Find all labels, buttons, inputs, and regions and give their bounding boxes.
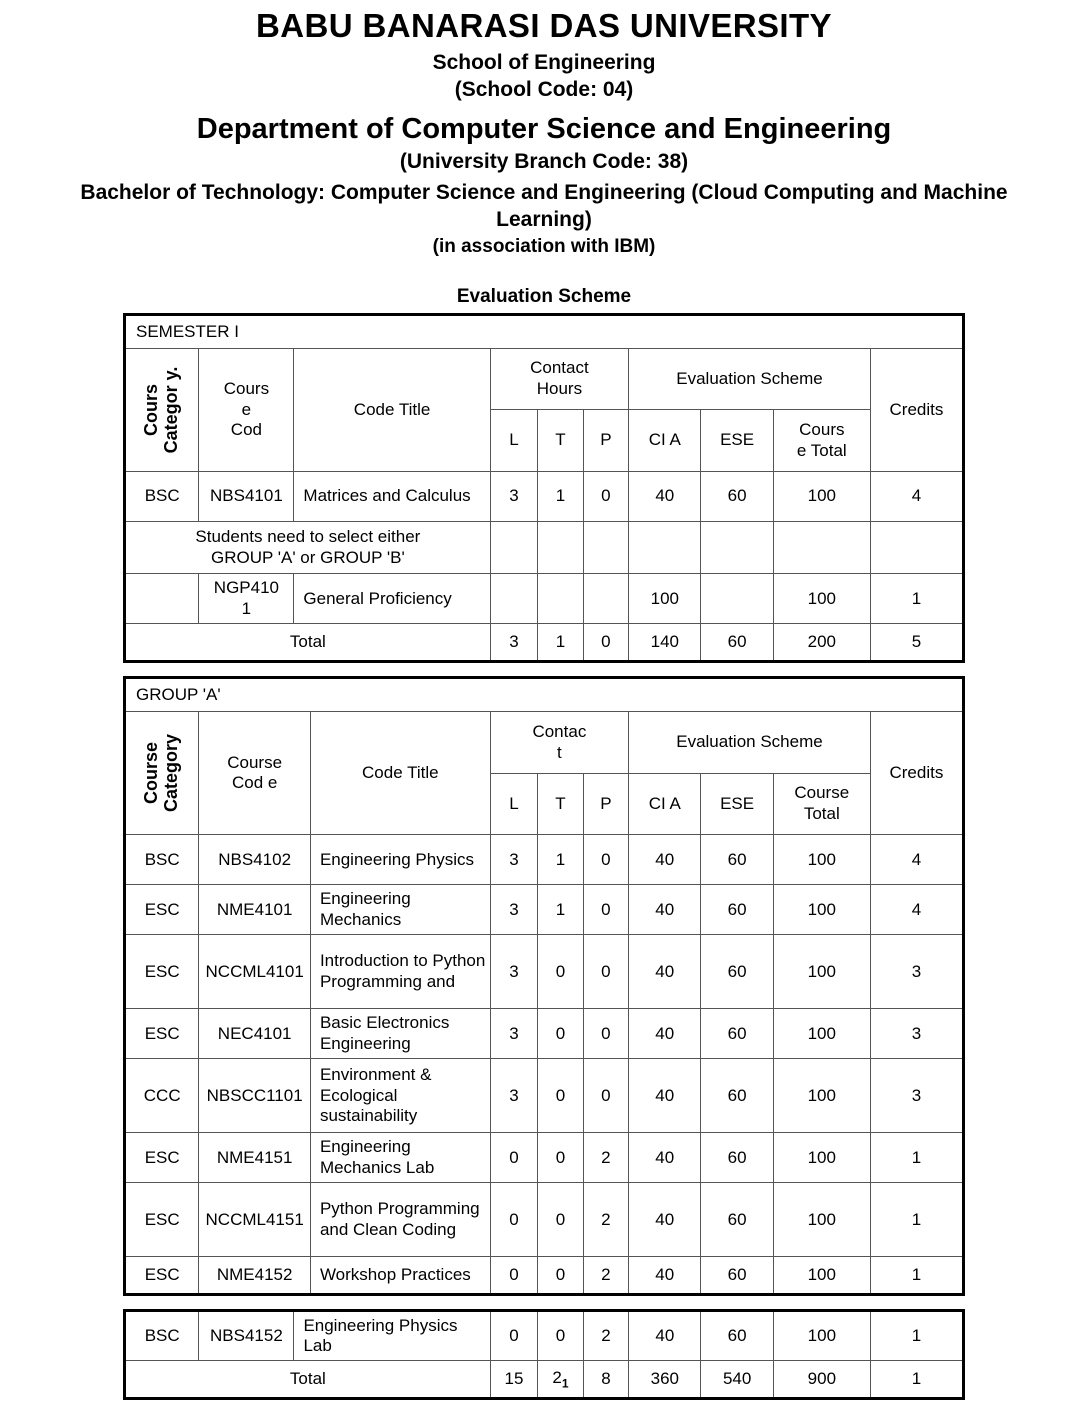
group-a-bar-row bbox=[125, 678, 964, 712]
cell-p: 2 bbox=[583, 1183, 628, 1257]
cell-p: 2 bbox=[583, 1311, 628, 1361]
cell-credits: 1 bbox=[870, 1133, 963, 1183]
cell-category: ESC bbox=[125, 885, 199, 935]
cell-title: Engineering Mechanics bbox=[310, 885, 490, 935]
cell-credits-empty bbox=[870, 521, 963, 573]
table-row bbox=[125, 885, 964, 935]
table-row bbox=[125, 1257, 964, 1295]
cell-t: 1 bbox=[538, 885, 583, 935]
school-name: School of Engineering bbox=[432, 50, 656, 74]
table-row bbox=[125, 1183, 964, 1257]
total-label: Total bbox=[125, 1361, 491, 1399]
school-code: (School Code: 04) bbox=[454, 78, 634, 102]
table-row bbox=[125, 574, 964, 624]
table-row bbox=[125, 1059, 964, 1133]
table-spacer bbox=[0, 663, 1088, 676]
col-cia: CI A bbox=[629, 773, 701, 835]
cell-title: Workshop Practices bbox=[310, 1257, 490, 1295]
table-row bbox=[125, 471, 964, 521]
cell-cia: 40 bbox=[629, 1059, 701, 1133]
col-ese: ESE bbox=[701, 410, 773, 472]
cell-title: Engineering Mechanics Lab bbox=[310, 1133, 490, 1183]
cell-cia: 40 bbox=[629, 935, 701, 1009]
cell-category: CCC bbox=[125, 1059, 199, 1133]
cell-cia: 100 bbox=[629, 574, 701, 624]
cell-category: ESC bbox=[125, 1257, 199, 1295]
cell-code: NCCML4151 bbox=[199, 1183, 311, 1257]
course-category-rotated-label: Cours Categor y. bbox=[141, 366, 182, 454]
cell-cia: 40 bbox=[629, 835, 701, 885]
col-course-total: Cours e Total bbox=[773, 410, 870, 472]
cell-title: Engineering Physics Lab bbox=[294, 1311, 490, 1361]
col-course-category bbox=[125, 348, 199, 471]
cell-category: ESC bbox=[125, 1009, 199, 1059]
cell-course-total: 100 bbox=[773, 1009, 870, 1059]
cell-p: 0 bbox=[583, 1059, 628, 1133]
branch-code: (University Branch Code: 38) bbox=[399, 150, 689, 174]
cell-l: 0 bbox=[490, 1133, 538, 1183]
cell-category: ESC bbox=[125, 1183, 199, 1257]
cell-ese bbox=[701, 574, 773, 624]
cell-ese-empty bbox=[701, 521, 773, 573]
cell-l-empty bbox=[490, 521, 538, 573]
cell-t: 0 bbox=[538, 1183, 583, 1257]
cell-l: 3 bbox=[490, 835, 538, 885]
cell-t: 1 bbox=[538, 471, 583, 521]
cell-t: 0 bbox=[538, 1133, 583, 1183]
total-label: Total bbox=[125, 624, 491, 662]
col-lecture: L bbox=[490, 773, 538, 835]
cell-cia: 40 bbox=[629, 1183, 701, 1257]
total-credits: 5 bbox=[870, 624, 963, 662]
total-p: 0 bbox=[583, 624, 628, 662]
table-row bbox=[125, 1133, 964, 1183]
cell-p: 2 bbox=[583, 1133, 628, 1183]
cell-cia: 40 bbox=[629, 1133, 701, 1183]
cell-t bbox=[538, 574, 583, 624]
total-t bbox=[538, 1361, 583, 1399]
cell-t: 0 bbox=[538, 1059, 583, 1133]
cell-l: 0 bbox=[490, 1257, 538, 1295]
cell-code: NME4151 bbox=[199, 1133, 311, 1183]
col-course-code: Course Cod e bbox=[199, 712, 311, 835]
cell-credits: 3 bbox=[870, 1009, 963, 1059]
table-row bbox=[125, 935, 964, 1009]
cell-p: 0 bbox=[583, 935, 628, 1009]
cell-course-total: 100 bbox=[773, 885, 870, 935]
cell-l: 3 bbox=[490, 1059, 538, 1133]
program-name: Bachelor of Technology: Computer Science and Engineering (Cloud Computing and Machine Learning) bbox=[80, 180, 1008, 231]
col-course-category bbox=[125, 712, 199, 835]
col-evaluation-scheme: Evaluation Scheme bbox=[629, 712, 871, 774]
total-p: 8 bbox=[583, 1361, 628, 1399]
cell-title: General Proficiency bbox=[294, 574, 490, 624]
cell-code: NEC4101 bbox=[199, 1009, 311, 1059]
page-number-overlap: 1 bbox=[561, 1376, 569, 1391]
cell-credits: 4 bbox=[870, 835, 963, 885]
semester1-table-wrap bbox=[123, 313, 965, 663]
group-a-header-row-1 bbox=[125, 712, 964, 774]
col-code-title: Code Title bbox=[310, 712, 490, 835]
cell-t: 0 bbox=[538, 1257, 583, 1295]
cell-title: Python Programming and Clean Coding bbox=[310, 1183, 490, 1257]
group-a-label: GROUP 'A' bbox=[125, 678, 964, 712]
semester1-total-row bbox=[125, 624, 964, 662]
total-cia: 360 bbox=[629, 1361, 701, 1399]
cell-category: ESC bbox=[125, 1133, 199, 1183]
cell-ese: 60 bbox=[701, 835, 773, 885]
cell-cia: 40 bbox=[629, 1257, 701, 1295]
cell-credits: 1 bbox=[870, 574, 963, 624]
cell-l: 3 bbox=[490, 885, 538, 935]
university-name: BABU BANARASI DAS UNIVERSITY bbox=[256, 7, 832, 44]
cell-ese: 60 bbox=[701, 935, 773, 1009]
cell-l: 3 bbox=[490, 935, 538, 1009]
col-contact-hours: Contac t bbox=[490, 712, 628, 774]
cell-course-total: 100 bbox=[773, 1257, 870, 1295]
semester1-table bbox=[123, 313, 965, 663]
group-a-footer-table bbox=[123, 1309, 965, 1400]
cell-course-total: 100 bbox=[773, 935, 870, 1009]
cell-code: NBS4101 bbox=[199, 471, 294, 521]
cell-cia: 40 bbox=[629, 471, 701, 521]
cell-ese: 60 bbox=[701, 1059, 773, 1133]
cell-cia-empty bbox=[629, 521, 701, 573]
total-cia: 140 bbox=[629, 624, 701, 662]
cell-credits: 1 bbox=[870, 1311, 963, 1361]
table-row bbox=[125, 835, 964, 885]
total-l: 15 bbox=[490, 1361, 538, 1399]
total-credits: 1 bbox=[870, 1361, 963, 1399]
cell-code: NME4152 bbox=[199, 1257, 311, 1295]
table-row bbox=[125, 1009, 964, 1059]
cell-title: Environment & Ecological sustainability bbox=[310, 1059, 490, 1133]
cell-course-total: 100 bbox=[773, 1311, 870, 1361]
col-contact-hours: Contact Hours bbox=[490, 348, 628, 410]
cell-t: 1 bbox=[538, 835, 583, 885]
cell-t-empty bbox=[538, 521, 583, 573]
department-name: Department of Computer Science and Engineering bbox=[196, 112, 892, 145]
cell-cia: 40 bbox=[629, 885, 701, 935]
cell-code: NCCML4101 bbox=[199, 935, 311, 1009]
cell-code: NBS4152 bbox=[199, 1311, 294, 1361]
total-course-total: 200 bbox=[773, 624, 870, 662]
col-evaluation-scheme: Evaluation Scheme bbox=[629, 348, 871, 410]
cell-credits: 3 bbox=[870, 1059, 963, 1133]
group-a-total-row bbox=[125, 1361, 964, 1399]
table-row bbox=[125, 1311, 964, 1361]
cell-course-total: 100 bbox=[773, 1183, 870, 1257]
cell-p: 0 bbox=[583, 835, 628, 885]
col-credits: Credits bbox=[870, 712, 963, 835]
col-credits: Credits bbox=[870, 348, 963, 471]
association-note: (in association with IBM) bbox=[432, 236, 656, 258]
group-a-table bbox=[123, 676, 965, 1296]
cell-l bbox=[490, 574, 538, 624]
cell-cia: 40 bbox=[629, 1009, 701, 1059]
cell-ese: 60 bbox=[701, 1133, 773, 1183]
cell-course-total: 100 bbox=[773, 574, 870, 624]
cell-code: NGP410 1 bbox=[199, 574, 294, 624]
cell-category bbox=[125, 574, 199, 624]
col-course-total: Course Total bbox=[773, 773, 870, 835]
total-t-value: 2 bbox=[552, 1367, 562, 1387]
cell-course-total-empty bbox=[773, 521, 870, 573]
table-spacer-2 bbox=[0, 1296, 1088, 1309]
cell-credits: 1 bbox=[870, 1257, 963, 1295]
cell-course-total: 100 bbox=[773, 835, 870, 885]
cell-credits: 3 bbox=[870, 935, 963, 1009]
cell-course-total: 100 bbox=[773, 471, 870, 521]
cell-p bbox=[583, 574, 628, 624]
cell-title: Matrices and Calculus bbox=[294, 471, 490, 521]
cell-p-empty bbox=[583, 521, 628, 573]
total-course-total: 900 bbox=[773, 1361, 870, 1399]
cell-title: Basic Electronics Engineering bbox=[310, 1009, 490, 1059]
cell-course-total: 100 bbox=[773, 1133, 870, 1183]
cell-ese: 60 bbox=[701, 1183, 773, 1257]
cell-code: NBSCC1101 bbox=[199, 1059, 311, 1133]
group-selection-note-row bbox=[125, 521, 964, 573]
col-code-title: Code Title bbox=[294, 348, 490, 471]
semester1-header-row-1 bbox=[125, 348, 964, 410]
col-lecture: L bbox=[490, 410, 538, 472]
cell-cia: 40 bbox=[629, 1311, 701, 1361]
total-ese: 540 bbox=[701, 1361, 773, 1399]
col-tutorial: T bbox=[538, 410, 583, 472]
semester-bar-row bbox=[125, 314, 964, 348]
cell-l: 0 bbox=[490, 1311, 538, 1361]
group-a-footer-table-wrap bbox=[123, 1309, 965, 1400]
cell-code: NBS4102 bbox=[199, 835, 311, 885]
group-a-table-wrap bbox=[123, 676, 965, 1296]
course-category-rotated-label: Course Category bbox=[141, 734, 182, 813]
cell-course-total: 100 bbox=[773, 1059, 870, 1133]
col-practical: P bbox=[583, 410, 628, 472]
cell-credits: 4 bbox=[870, 885, 963, 935]
cell-ese: 60 bbox=[701, 1009, 773, 1059]
cell-ese: 60 bbox=[701, 885, 773, 935]
cell-ese: 60 bbox=[701, 1257, 773, 1295]
group-selection-note: Students need to select either GROUP 'A' or GROUP 'B' bbox=[125, 521, 491, 573]
document-header bbox=[0, 0, 1088, 260]
cell-category: BSC bbox=[125, 471, 199, 521]
cell-category: BSC bbox=[125, 1311, 199, 1361]
cell-l: 3 bbox=[490, 1009, 538, 1059]
cell-t: 0 bbox=[538, 1311, 583, 1361]
cell-t: 0 bbox=[538, 1009, 583, 1059]
section-title: Evaluation Scheme bbox=[456, 285, 632, 307]
col-tutorial: T bbox=[538, 773, 583, 835]
cell-title: Engineering Physics bbox=[310, 835, 490, 885]
cell-ese: 60 bbox=[701, 471, 773, 521]
col-cia: CI A bbox=[629, 410, 701, 472]
cell-p: 0 bbox=[583, 1009, 628, 1059]
cell-l: 0 bbox=[490, 1183, 538, 1257]
cell-code: NME4101 bbox=[199, 885, 311, 935]
total-l: 3 bbox=[490, 624, 538, 662]
cell-category: ESC bbox=[125, 935, 199, 1009]
cell-category: BSC bbox=[125, 835, 199, 885]
cell-credits: 4 bbox=[870, 471, 963, 521]
cell-t: 0 bbox=[538, 935, 583, 1009]
cell-title: Introduction to Python Programming and bbox=[310, 935, 490, 1009]
total-ese: 60 bbox=[701, 624, 773, 662]
col-practical: P bbox=[583, 773, 628, 835]
cell-p: 0 bbox=[583, 885, 628, 935]
cell-p: 0 bbox=[583, 471, 628, 521]
total-t: 1 bbox=[538, 624, 583, 662]
col-course-code: Cours e Cod bbox=[199, 348, 294, 471]
cell-ese: 60 bbox=[701, 1311, 773, 1361]
semester-label: SEMESTER I bbox=[125, 314, 964, 348]
cell-p: 2 bbox=[583, 1257, 628, 1295]
cell-l: 3 bbox=[490, 471, 538, 521]
col-ese: ESE bbox=[701, 773, 773, 835]
cell-credits: 1 bbox=[870, 1183, 963, 1257]
